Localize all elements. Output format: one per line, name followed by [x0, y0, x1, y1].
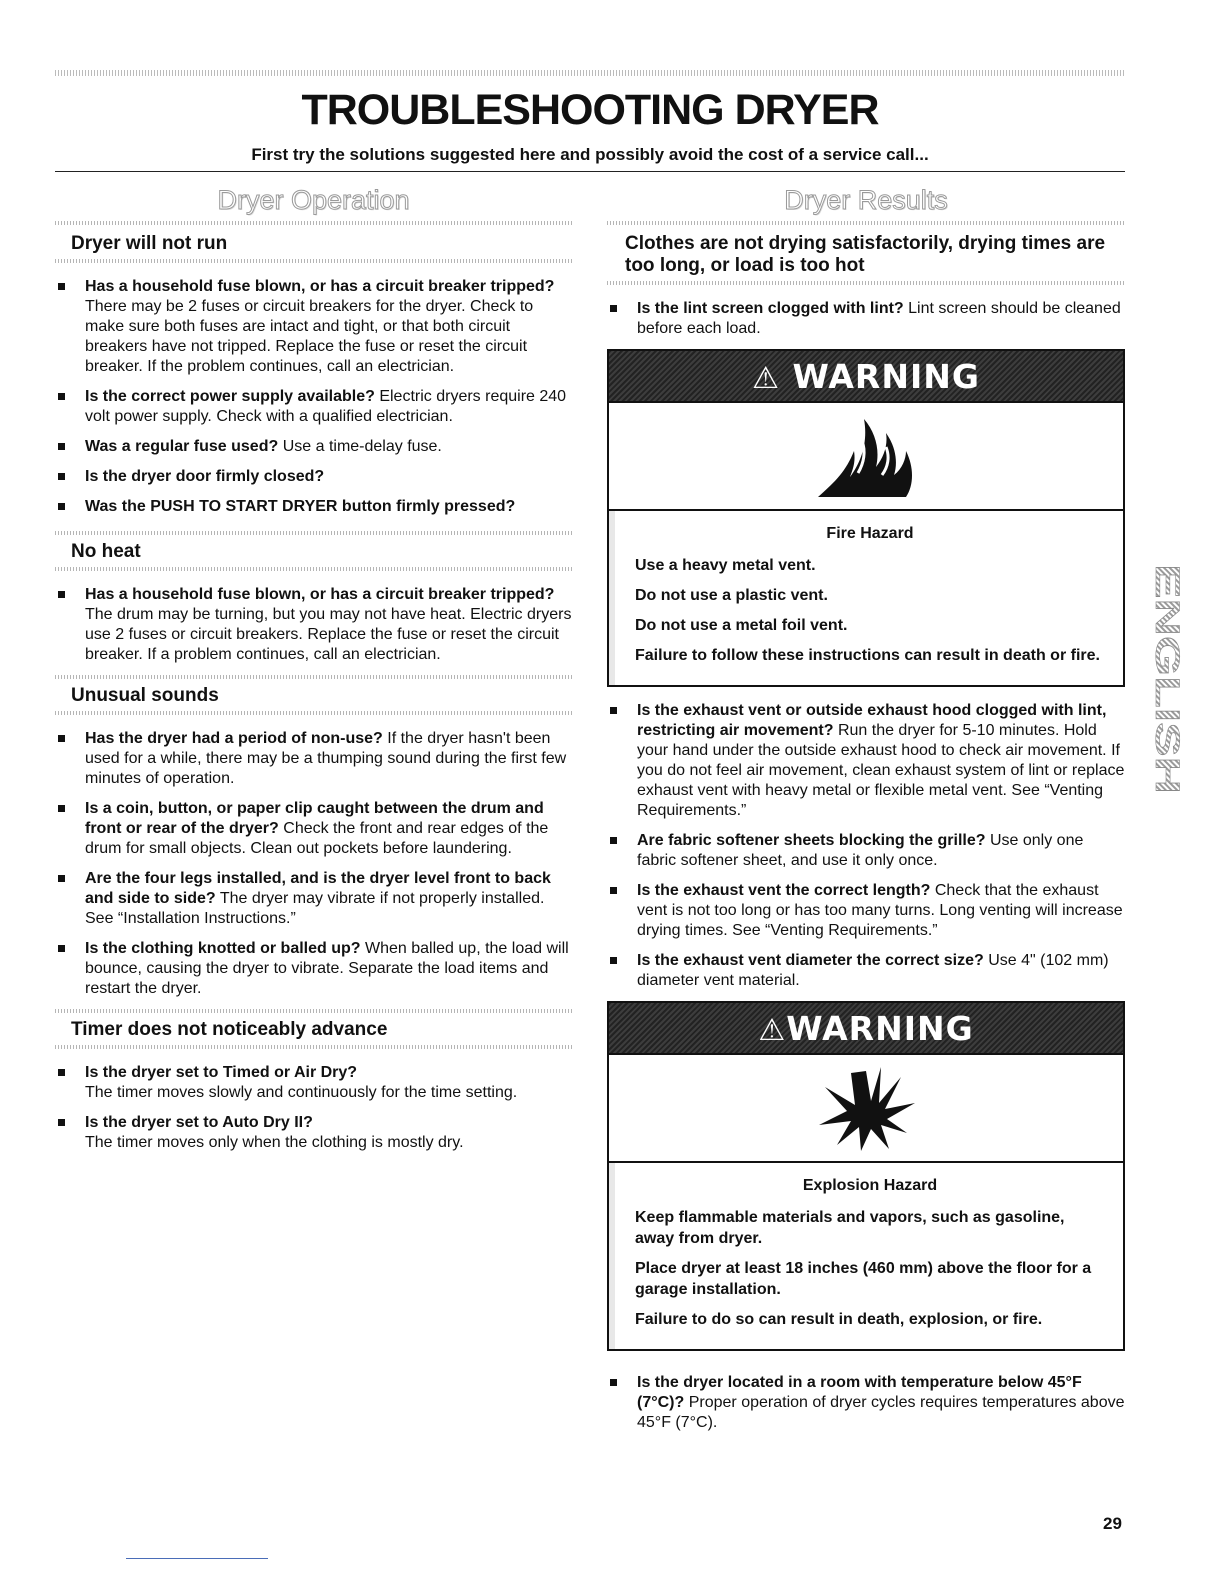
header-rule-left — [55, 171, 572, 172]
list-no-heat — [55, 585, 572, 665]
page-number: 29 — [1103, 1514, 1122, 1533]
explosion-icon — [811, 1063, 921, 1153]
warning-header — [609, 351, 1123, 403]
section-title: Unusual sounds — [71, 685, 219, 706]
list-item: Are fabric softener sheets blocking the grille? Use only one fabric softener sheet, and use it only once. — [607, 831, 1125, 871]
warning-line: Failure to do so can result in death, explosion, or fire. — [635, 1311, 1043, 1328]
section-band — [55, 675, 572, 679]
section-band — [55, 1045, 572, 1049]
section-title: No heat — [71, 541, 141, 562]
column-heading: Dryer Operation — [217, 185, 410, 215]
section-band — [55, 711, 572, 715]
section-title: Dryer will not run — [71, 233, 228, 254]
warning-line: Place dryer at least 18 inches (460 mm) above the floor for a garage installation. — [635, 1260, 1092, 1298]
warning-title: WARNING — [786, 1009, 974, 1048]
list-item: Is the dryer located in a room with temperature below 45°F (7°C)? Proper operation of dryer cycles requires temperatures above 45°F (7°C). — [607, 1373, 1125, 1433]
list-item: Is the exhaust vent the correct length? Check that the exhaust vent is not too long or has too many turns. Long venting will increase drying times. See “Venting Requirements.” — [607, 881, 1125, 941]
list-results-b — [607, 701, 1125, 991]
warning-fire-box — [607, 349, 1125, 687]
list-unusual-sounds — [55, 729, 572, 999]
header-texture-band — [55, 70, 1125, 76]
page-title: TROUBLESHOOTING DRYER — [301, 86, 879, 134]
section-band — [55, 531, 572, 535]
list-item: Is the lint screen clogged with lint? Lint screen should be cleaned before each load. — [607, 299, 1125, 339]
warning-header — [609, 1003, 1123, 1055]
column-dryer-results — [607, 175, 1125, 1443]
section-band — [55, 259, 572, 263]
language-side-tab — [1150, 560, 1184, 800]
list-timer — [55, 1063, 572, 1153]
hazard-title: Fire Hazard — [826, 525, 914, 542]
warning-line: Failure to follow these instructions can result in death or fire. — [635, 647, 1100, 664]
list-item: Has a household fuse blown, or has a circuit breaker tripped? There may be 2 fuses or circuit breakers for the dryer. Check to make sure both fuses are intact and tight, or that both circuit breakers have not tripped. Replace the fuse or reset the circuit breaker. If the problem continues, call an electrician. — [55, 277, 572, 377]
section-title: Clothes are not drying satisfactorily, drying times are too long, or load is too hot — [625, 233, 1106, 276]
warning-triangle-icon: ⚠ — [752, 361, 780, 396]
warning-triangle-icon: ⚠ — [758, 1013, 787, 1048]
warning-line: Do not use a metal foil vent. — [635, 617, 848, 634]
list-item: Is the dryer set to Timed or Air Dry? The timer moves slowly and continuously for the time setting. — [55, 1063, 572, 1103]
header-rule-right — [572, 171, 1125, 172]
list-item: Are the four legs installed, and is the dryer level front to back and side to side? The dryer may vibrate if not properly installed. See “Installation Instructions.” — [55, 869, 572, 929]
list-item: Was the PUSH TO START DRYER button firmly pressed? — [55, 497, 572, 517]
column-dryer-operation — [55, 175, 572, 1163]
list-item: Is the correct power supply available? Electric dryers require 240 volt power supply. Check with a qualified electrician. — [55, 387, 572, 427]
warning-line: Keep flammable materials and vapors, such as gasoline, away from dryer. — [635, 1209, 1065, 1247]
list-results-a — [607, 299, 1125, 339]
list-item: Is the clothing knotted or balled up? When balled up, the load will bounce, causing the dryer to vibrate. Separate the load items and restart the dryer. — [55, 939, 572, 999]
page-subtitle: First try the solutions suggested here and possibly avoid the cost of a service call... — [251, 145, 929, 164]
fire-icon — [806, 411, 926, 501]
list-item: Is a coin, button, or paper clip caught between the drum and front or rear of the dryer? Check the front and rear edges of the drum for small objects. Clean out pockets before laundering. — [55, 799, 572, 859]
list-item: Is the exhaust vent or outside exhaust hood clogged with lint, restricting air movement? Run the dryer for 5-10 minutes. Hold your hand under the outside exhaust hood to check air movement. If you do not feel air movement, clean exhaust system of lint or replace exhaust vent with heavy metal or flexible metal vent. See “Venting Requirements.” — [607, 701, 1125, 821]
side-tab-label: ENGLISH — [1148, 564, 1186, 716]
list-item: Has the dryer had a period of non-use? If the dryer hasn't been used for a while, there may be a thumping sound during the first few minutes of operation. — [55, 729, 572, 789]
section-band — [55, 221, 572, 225]
section-title: Timer does not noticeably advance — [71, 1019, 388, 1040]
hazard-title: Explosion Hazard — [802, 1177, 938, 1194]
section-band — [55, 567, 572, 571]
section-band — [607, 281, 1125, 285]
list-item: Is the dryer door firmly closed? — [55, 467, 572, 487]
list-item: Is the dryer set to Auto Dry II? The timer moves only when the clothing is mostly dry. — [55, 1113, 572, 1153]
section-band — [607, 221, 1125, 225]
list-item: Was a regular fuse used? Use a time-delay fuse. — [55, 437, 572, 457]
warning-line: Do not use a plastic vent. — [635, 587, 828, 604]
column-heading: Dryer Results — [784, 185, 948, 215]
section-band — [55, 1009, 572, 1013]
footer-rule — [126, 1558, 268, 1559]
warning-explosion-box — [607, 1001, 1125, 1351]
list-item: Is the exhaust vent diameter the correct size? Use 4" (102 mm) diameter vent material. — [607, 951, 1125, 991]
list-dryer-will-not-run — [55, 277, 572, 517]
list-item: Has a household fuse blown, or has a circuit breaker tripped? The drum may be turning, but you may not have heat. Electric dryers use 2 fuses or circuit breakers. Replace the fuse or reset the circuit breaker. If a problem continues, call an electrician. — [55, 585, 572, 665]
warning-line: Use a heavy metal vent. — [635, 557, 816, 574]
warning-title: WARNING — [792, 357, 980, 396]
list-results-c — [607, 1373, 1125, 1433]
